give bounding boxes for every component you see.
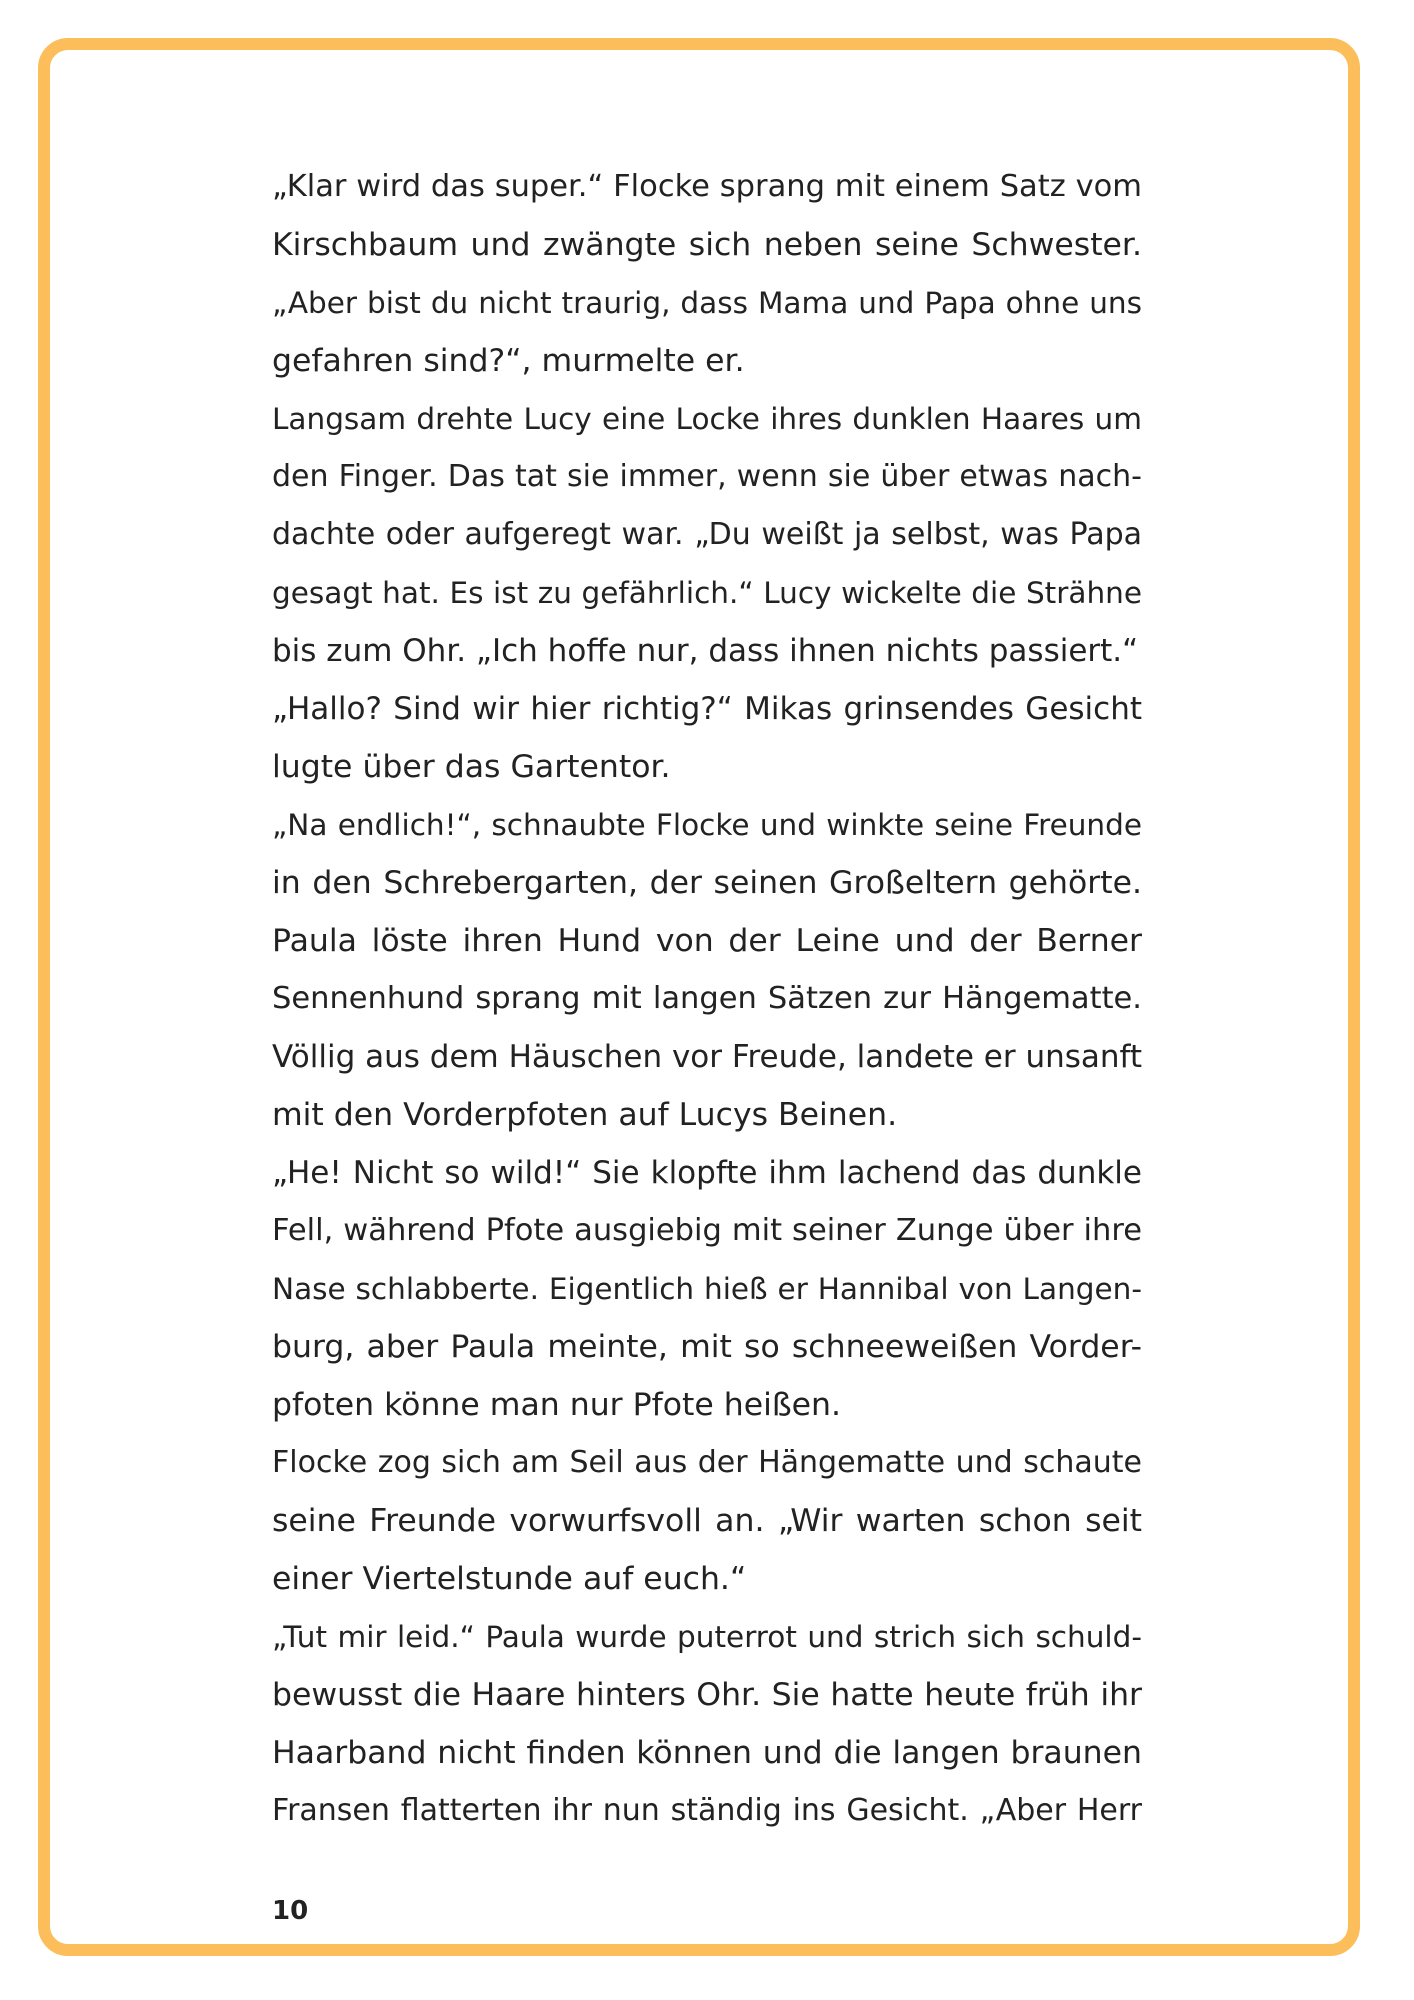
text-line: Völlig aus dem Häuschen vor Freude, landete er unsanft (272, 1039, 1143, 1075)
text-line: den Finger. Das tat sie immer, wenn sie über etwas nach- (272, 459, 1142, 494)
text-line: seine Freunde vorwurfsvoll an. „Wir warten schon seit (272, 1503, 1142, 1539)
text-line: „He! Nicht so wild!“ Sie klopfte ihm lachend das dunkle (272, 1155, 1142, 1191)
body-text (272, 158, 1142, 1840)
text-line: Flocke zog sich am Seil aus der Hängematte und schaute (272, 1445, 1142, 1480)
page-number: 10 (272, 1896, 309, 1926)
text-line: lugte über das Gartentor. (272, 749, 671, 785)
text-line: Langsam drehte Lucy eine Locke ihres dunklen Haares um (272, 402, 1142, 436)
text-line: einer Viertelstunde auf euch.“ (272, 1561, 747, 1597)
text-line: Fell, während Pfote ausgiebig mit seiner Zunge über ihre (272, 1213, 1142, 1248)
text-line: Sennenhund sprang mit langen Sätzen zur Hängematte. (272, 981, 1142, 1016)
text-line: Nase schlabberte. Eigentlich hieß er Hannibal von Langen- (272, 1272, 1142, 1306)
text-line: Kirschbaum und zwängte sich neben seine Schwester. (272, 227, 1142, 263)
text-line: burg, aber Paula meinte, mit so schneeweißen Vorder- (272, 1329, 1142, 1365)
text-line: mit den Vorderpfoten auf Lucys Beinen. (272, 1097, 898, 1133)
text-line: in den Schrebergarten, der seinen Großeltern gehörte. (272, 865, 1142, 901)
text-line: Fransen flatterten ihr nun ständig ins Gesicht. „Aber Herr (272, 1793, 1142, 1828)
text-line: gesagt hat. Es ist zu gefährlich.“ Lucy wickelte die Strähne (272, 576, 1142, 610)
text-line: Paula löste ihren Hund von der Leine und der Berner (272, 923, 1142, 959)
text-line: „Hallo? Sind wir hier richtig?“ Mikas grinsendes Gesicht (272, 691, 1142, 727)
text-line: „Tut mir leid.“ Paula wurde puterrot und strich sich schuld- (272, 1620, 1142, 1654)
text-line: pfoten könne man nur Pfote heißen. (272, 1387, 842, 1423)
text-line: „Klar wird das super.“ Flocke sprang mit einem Satz vom (272, 169, 1142, 204)
text-line: bis zum Ohr. „Ich hoffe nur, dass ihnen nichts passiert.“ (272, 633, 1139, 669)
text-line: „Na endlich!“, schnaubte Flocke und winkte seine Freunde (272, 808, 1142, 842)
text-line: „Aber bist du nicht traurig, dass Mama und Papa ohne uns (272, 286, 1142, 320)
text-line: dachte oder aufgeregt war. „Du weißt ja selbst, was Papa (272, 517, 1142, 552)
text-line: gefahren sind?“, murmelte er. (272, 343, 745, 379)
text-line: bewusst die Haare hinters Ohr. Sie hatte heute früh ihr (272, 1677, 1142, 1713)
text-line: Haarband nicht finden können und die langen braunen (272, 1735, 1142, 1771)
